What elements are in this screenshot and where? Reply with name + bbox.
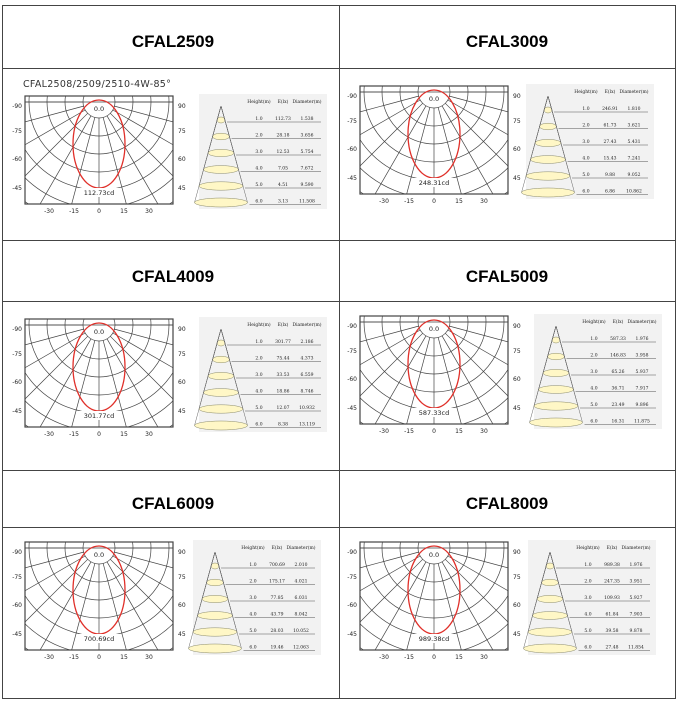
beam-disc [552, 337, 560, 343]
center-label: 0.0 [428, 95, 440, 103]
model-title: CFAL5009 [465, 267, 549, 286]
angle-label: 45 [178, 185, 186, 192]
angle-label: -90 [347, 93, 357, 100]
table-cell: 10.932 [299, 406, 315, 411]
table-cell: 28.18 [276, 133, 290, 139]
beam-disc [548, 353, 565, 360]
model-title: CFAL6009 [131, 494, 215, 513]
table-cell: 1.0 [249, 563, 257, 568]
scale-label: -15 [404, 198, 414, 205]
table-cell: 1.0 [255, 340, 263, 345]
table-cell: 2.0 [249, 579, 257, 585]
angle-label: -60 [347, 146, 357, 153]
table-cell: 2.0 [582, 123, 590, 129]
angle-label: -60 [12, 156, 22, 163]
angle-label: -45 [12, 631, 22, 638]
table-cell: 9.878 [629, 629, 643, 634]
table-header: Height(m) [247, 100, 271, 105]
angle-label: -45 [347, 631, 357, 638]
table-cell: 5.0 [584, 629, 592, 634]
table-cell: 5.431 [627, 140, 641, 145]
table-cell: 1.810 [627, 107, 641, 112]
scale-label: -15 [69, 208, 79, 215]
center-label: 0.0 [93, 551, 105, 559]
table-header: Diameter(m) [619, 90, 649, 95]
angle-label: 45 [513, 175, 521, 182]
table-cell: 9.88 [604, 173, 616, 178]
table-cell: 4.0 [590, 386, 598, 392]
beam-disc [534, 402, 578, 410]
illuminance-table [522, 84, 655, 199]
table-cell: 7.917 [635, 386, 649, 392]
beam-disc [195, 421, 248, 430]
center-label: 0.0 [93, 328, 105, 336]
scale-label: -30 [44, 431, 54, 438]
table-cell: 1.976 [629, 563, 643, 568]
peak-intensity-label: 700.69cd [83, 635, 115, 643]
peak-intensity-label: 248.31cd [418, 179, 450, 187]
table-cell: 2.0 [255, 133, 263, 139]
scale-label: -15 [404, 654, 414, 661]
table-header: Height(m) [247, 323, 271, 328]
beam-disc [217, 117, 225, 123]
photometric-panel [338, 301, 674, 465]
table-cell: 75.44 [276, 356, 290, 362]
table-cell: 175.17 [269, 579, 285, 585]
table-cell: 9.896 [635, 403, 649, 408]
scale-label: 15 [455, 428, 463, 435]
table-cell: 1.0 [584, 563, 592, 568]
scale-label: 0 [432, 198, 436, 205]
table-cell: 7.05 [277, 166, 289, 172]
angle-label: -60 [12, 602, 22, 609]
table-header: E(lx) [612, 320, 624, 325]
table-cell: 7.672 [300, 166, 314, 172]
table-cell: 8.042 [294, 612, 308, 618]
table-cell: 3.621 [627, 123, 641, 129]
table-cell: 1.0 [582, 107, 590, 112]
table-cell: 1.0 [255, 117, 263, 122]
peak-intensity-label: 301.77cd [83, 412, 115, 420]
scale-label: 30 [145, 654, 153, 661]
scale-label: 0 [97, 654, 101, 661]
table-cell: 27.48 [605, 645, 619, 651]
photometric-diagrams [3, 301, 339, 471]
table-header: E(lx) [277, 323, 289, 328]
scale-label: 0 [97, 431, 101, 438]
angle-label: -90 [12, 103, 22, 110]
angle-label: -45 [347, 175, 357, 182]
table-cell: 5.754 [300, 150, 314, 155]
peak-intensity-label: 587.33cd [418, 409, 450, 417]
table-cell: 12.063 [293, 645, 309, 651]
angle-label: -60 [12, 379, 22, 386]
angle-label: 45 [513, 631, 521, 638]
table-cell: 6.031 [294, 596, 308, 601]
model-title: CFAL4009 [131, 267, 215, 286]
beam-disc [217, 340, 225, 346]
table-cell: 65.26 [611, 370, 625, 375]
table-cell: 3.13 [277, 199, 289, 205]
peak-intensity-label: 112.73cd [83, 189, 115, 197]
photometric-panel [338, 68, 674, 234]
beam-disc [198, 612, 233, 620]
scale-label: 0 [97, 208, 101, 215]
beam-disc [193, 628, 237, 636]
angle-label: -75 [12, 574, 22, 581]
angle-label: 90 [178, 326, 186, 333]
angle-label: 75 [513, 118, 521, 125]
angle-label: -60 [347, 376, 357, 383]
table-cell: 43.79 [270, 612, 284, 618]
scale-label: -30 [379, 198, 389, 205]
model-title: CFAL8009 [465, 494, 549, 513]
table-cell: 61.73 [603, 123, 617, 129]
beam-disc [199, 405, 243, 413]
table-cell: 3.0 [582, 140, 590, 145]
beam-disc [535, 139, 561, 146]
beam-disc [539, 386, 574, 394]
table-cell: 6.86 [604, 189, 616, 195]
table-cell: 9.052 [627, 173, 641, 178]
angle-label: 75 [513, 574, 521, 581]
scale-label: 30 [145, 208, 153, 215]
table-cell: 4.0 [255, 166, 263, 172]
angle-label: -75 [347, 348, 357, 355]
angle-label: -90 [347, 549, 357, 556]
illuminance-table [524, 540, 657, 655]
photometric-panel [3, 68, 339, 234]
angle-label: 60 [178, 379, 186, 386]
beam-disc [531, 156, 566, 164]
model-title: CFAL2509 [131, 32, 215, 51]
angle-label: 75 [178, 351, 186, 358]
table-cell: 3.0 [255, 373, 263, 378]
table-cell: 4.0 [582, 156, 590, 162]
table-cell: 1.976 [635, 337, 649, 342]
beam-disc [546, 563, 554, 569]
table-cell: 6.0 [590, 419, 598, 425]
table-cell: 247.35 [604, 579, 620, 585]
row-divider [3, 240, 675, 241]
angle-label: 75 [178, 128, 186, 135]
angle-label: 60 [513, 146, 521, 153]
table-cell: 2.186 [300, 340, 314, 345]
table-cell: 13.119 [299, 422, 315, 428]
angle-label: -60 [347, 602, 357, 609]
angle-label: -75 [12, 128, 22, 135]
panel-note: CFAL2508/2509/2510-4W-85° [23, 79, 172, 90]
angle-label: 45 [178, 408, 186, 415]
table-cell: 23.49 [611, 403, 625, 408]
table-cell: 3.958 [635, 353, 649, 359]
peak-intensity-label: 989.38cd [418, 635, 450, 643]
photometric-panel [338, 527, 674, 693]
table-cell: 587.33 [610, 337, 626, 342]
angle-label: -90 [12, 549, 22, 556]
angle-label: 90 [178, 103, 186, 110]
angle-label: 75 [178, 574, 186, 581]
table-cell: 2.0 [584, 579, 592, 585]
beam-disc [542, 579, 559, 586]
table-cell: 246.91 [602, 107, 618, 112]
beam-disc [199, 182, 243, 190]
table-cell: 36.71 [611, 386, 625, 392]
table-cell: 3.0 [255, 150, 263, 155]
table-cell: 3.0 [584, 596, 592, 601]
table-cell: 3.0 [249, 596, 257, 601]
table-cell: 2.0 [590, 353, 598, 359]
table-cell: 28.03 [270, 629, 284, 634]
beam-disc [208, 372, 234, 379]
table-cell: 61.84 [605, 612, 619, 618]
table-cell: 77.85 [270, 596, 284, 601]
angle-label: 60 [178, 602, 186, 609]
beam-disc [204, 166, 239, 174]
table-cell: 3.0 [590, 370, 598, 375]
table-cell: 4.0 [584, 612, 592, 618]
table-cell: 4.0 [249, 612, 257, 618]
table-cell: 5.0 [255, 406, 263, 411]
table-header: Diameter(m) [627, 320, 657, 325]
table-cell: 19.46 [270, 645, 284, 651]
angle-label: 90 [178, 549, 186, 556]
angle-label: 60 [513, 602, 521, 609]
angle-label: -90 [12, 326, 22, 333]
table-cell: 4.021 [294, 579, 308, 585]
beam-disc [522, 188, 575, 197]
scale-label: -15 [404, 428, 414, 435]
beam-disc [213, 133, 230, 140]
beam-disc [533, 612, 568, 620]
beam-disc [195, 198, 248, 207]
table-cell: 11.875 [634, 419, 650, 425]
photometric-diagrams [338, 527, 674, 697]
table-cell: 6.0 [255, 199, 263, 205]
angle-label: 60 [178, 156, 186, 163]
center-label: 0.0 [428, 551, 440, 559]
table-header: Height(m) [241, 546, 265, 551]
table-cell: 112.73 [275, 117, 291, 122]
table-cell: 2.0 [255, 356, 263, 362]
table-cell: 6.0 [582, 189, 590, 195]
table-cell: 4.0 [255, 389, 263, 395]
table-cell: 109.93 [604, 596, 620, 601]
illuminance-table [195, 94, 328, 209]
beam-disc [526, 172, 570, 180]
table-cell: 12.07 [276, 406, 290, 411]
scale-label: -30 [379, 428, 389, 435]
scale-label: 15 [120, 431, 128, 438]
table-header: E(lx) [271, 546, 283, 551]
table-cell: 12.53 [276, 150, 290, 155]
angle-label: 75 [513, 348, 521, 355]
scale-label: 30 [480, 428, 488, 435]
scale-label: -15 [69, 431, 79, 438]
scale-label: 15 [455, 198, 463, 205]
angle-label: -75 [347, 118, 357, 125]
table-cell: 146.83 [610, 353, 626, 359]
scale-label: -30 [44, 654, 54, 661]
table-cell: 989.38 [604, 563, 620, 568]
table-cell: 5.0 [590, 403, 598, 408]
table-cell: 3.951 [629, 579, 643, 585]
table-cell: 11.854 [628, 645, 644, 651]
table-cell: 5.0 [582, 173, 590, 178]
table-cell: 1.538 [300, 117, 314, 122]
table-cell: 9.590 [300, 183, 314, 188]
beam-disc [543, 369, 569, 376]
table-cell: 6.0 [255, 422, 263, 428]
center-label: 0.0 [428, 325, 440, 333]
table-cell: 7.903 [629, 612, 643, 618]
table-cell: 18.86 [276, 389, 290, 395]
beam-disc [524, 644, 577, 653]
scale-label: 30 [480, 654, 488, 661]
photometric-panel [3, 527, 339, 693]
table-header: E(lx) [277, 100, 289, 105]
photometric-diagrams [338, 301, 674, 471]
beam-disc [540, 123, 557, 130]
table-cell: 1.0 [590, 337, 598, 342]
beam-disc [204, 389, 239, 397]
beam-disc [211, 563, 219, 569]
angle-label: 90 [513, 93, 521, 100]
center-label: 0.0 [93, 105, 105, 113]
table-cell: 6.559 [300, 373, 314, 378]
table-cell: 3.656 [300, 133, 314, 139]
model-title: CFAL3009 [465, 32, 549, 51]
scale-label: 15 [455, 654, 463, 661]
angle-label: -75 [12, 351, 22, 358]
table-cell: 27.43 [603, 140, 617, 145]
beam-disc [189, 644, 242, 653]
beam-disc [537, 595, 563, 602]
photometric-diagrams [338, 68, 674, 238]
table-cell: 4.373 [300, 356, 314, 362]
table-header: Diameter(m) [292, 100, 322, 105]
table-header: Diameter(m) [621, 546, 651, 551]
table-cell: 700.69 [269, 563, 285, 568]
beam-disc [208, 149, 234, 156]
angle-label: 45 [178, 631, 186, 638]
angle-label: -75 [347, 574, 357, 581]
beam-disc [202, 595, 228, 602]
table-cell: 301.77 [275, 340, 291, 345]
table-cell: 5.927 [629, 596, 643, 601]
table-cell: 10.862 [626, 189, 642, 195]
table-cell: 2.010 [294, 563, 308, 568]
beam-disc [207, 579, 224, 586]
angle-label: 90 [513, 323, 521, 330]
table-cell: 8.38 [277, 422, 289, 428]
table-header: Height(m) [576, 546, 600, 551]
angle-label: 60 [513, 376, 521, 383]
angle-label: 90 [513, 549, 521, 556]
scale-label: -30 [379, 654, 389, 661]
table-cell: 16.31 [611, 419, 625, 425]
scale-label: -15 [69, 654, 79, 661]
beam-disc [213, 356, 230, 363]
beam-disc [530, 418, 583, 427]
scale-label: 15 [120, 654, 128, 661]
table-header: Diameter(m) [292, 323, 322, 328]
table-header: Height(m) [582, 320, 606, 325]
illuminance-table [530, 314, 663, 429]
scale-label: 30 [480, 198, 488, 205]
table-cell: 5.0 [249, 629, 257, 634]
illuminance-table [195, 317, 328, 432]
table-header: E(lx) [604, 90, 616, 95]
table-cell: 6.0 [249, 645, 257, 651]
scale-label: 0 [432, 654, 436, 661]
illuminance-table [189, 540, 322, 655]
table-header: E(lx) [606, 546, 618, 551]
table-cell: 7.241 [627, 156, 641, 162]
table-cell: 8.746 [300, 389, 314, 395]
table-cell: 11.508 [299, 199, 315, 205]
scale-label: 0 [432, 428, 436, 435]
table-cell: 6.0 [584, 645, 592, 651]
beam-disc [528, 628, 572, 636]
table-cell: 5.0 [255, 183, 263, 188]
angle-label: 45 [513, 405, 521, 412]
photometric-panel [3, 301, 339, 465]
table-header: Diameter(m) [286, 546, 316, 551]
scale-label: -30 [44, 208, 54, 215]
table-header: Height(m) [574, 90, 598, 95]
angle-label: -45 [12, 185, 22, 192]
photometric-diagrams [3, 527, 339, 697]
table-cell: 39.58 [605, 629, 619, 634]
photometric-diagrams [3, 68, 339, 238]
angle-label: -90 [347, 323, 357, 330]
table-cell: 10.052 [293, 629, 309, 634]
angle-label: -45 [12, 408, 22, 415]
beam-disc [544, 107, 552, 113]
table-cell: 33.53 [276, 373, 290, 378]
table-cell: 15.43 [603, 156, 617, 162]
table-cell: 4.51 [277, 183, 289, 188]
angle-label: -45 [347, 405, 357, 412]
table-cell: 5.937 [635, 370, 649, 375]
scale-label: 15 [120, 208, 128, 215]
scale-label: 30 [145, 431, 153, 438]
